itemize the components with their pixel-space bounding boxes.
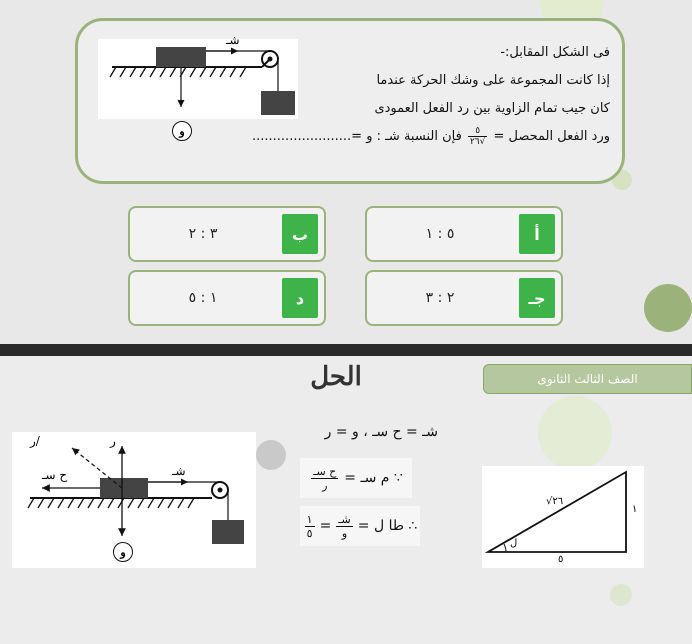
r-label: ر (110, 434, 116, 448)
decor-circle (538, 396, 612, 470)
eq2-numerator: ح سـ (313, 464, 337, 478)
option-d-value: ١ : ٥ (188, 290, 218, 306)
decor-circle (256, 440, 286, 470)
question-fraction (468, 126, 487, 147)
force-diagram (12, 432, 256, 568)
equation-3-fraction-2 (305, 513, 315, 540)
eq3-numerator-2: ١ (306, 512, 313, 526)
eq3-numerator-1: شـ (338, 512, 351, 526)
equals-sign: = (319, 518, 332, 534)
question-text (252, 39, 610, 151)
equation-2 (300, 458, 412, 498)
question-box (75, 18, 625, 184)
decor-circle (610, 584, 632, 606)
tension-label: شـ (172, 464, 186, 478)
weight-label-text: و (120, 545, 126, 559)
hypotenuse-label: √٢٦ (546, 496, 564, 507)
eq3-denominator-1: و (341, 526, 348, 540)
solution-title: الحل (310, 362, 362, 392)
fraction-denominator: √٢٦ (469, 137, 486, 147)
option-a[interactable] (365, 206, 563, 262)
equation-3-fraction-1 (336, 513, 352, 540)
opposite-label: ١ (632, 504, 638, 515)
fraction-numerator: ٥ (468, 126, 487, 137)
option-d-label: د (282, 278, 318, 318)
option-c-label: جـ (519, 278, 555, 318)
eq2-denominator: ر (322, 478, 328, 492)
right-triangle (482, 466, 644, 568)
adjacent-label: ٥ (558, 554, 564, 565)
question-line: فى الشكل المقابل:- (500, 45, 610, 60)
tension-label: شـ (226, 33, 240, 47)
grade-label: الصف الثالث الثانوى (483, 364, 692, 394)
question-last-start: ورد الفعل المحصل = (493, 129, 610, 144)
question-line-last (252, 123, 610, 151)
option-c[interactable] (365, 270, 563, 326)
slide-divider (0, 344, 692, 356)
equation-3-prefix: ∴ طا ل = (357, 518, 418, 534)
option-a-label: أ (519, 214, 555, 254)
equation-2-fraction (311, 465, 338, 492)
question-line: إذا كانت المجموعة على وشك الحركة عندما (376, 73, 610, 88)
friction-label: ح سـ (42, 468, 68, 482)
decor-circle (644, 284, 692, 332)
option-b[interactable] (128, 206, 326, 262)
option-d[interactable] (128, 270, 326, 326)
weight-circle (113, 542, 133, 562)
option-a-value: ٥ : ١ (425, 226, 455, 242)
r-prime-label: ر/ (30, 434, 40, 448)
option-b-label: ب (282, 214, 318, 254)
equation-3 (300, 506, 420, 546)
angle-label: ل (510, 538, 518, 549)
equation-1: شـ = ح سـ ، و = ر (324, 424, 438, 440)
eq3-denominator-2: ٥ (306, 526, 313, 540)
weight-label (172, 121, 192, 141)
solution-figure (12, 432, 256, 568)
question-line: كان جيب تمام الزاوية بين رد الفعل العمودى (374, 101, 610, 116)
equation-2-prefix: ∵ م سـ = (344, 470, 403, 486)
weight-label-text: و (179, 124, 185, 138)
option-c-value: ٢ : ٣ (425, 290, 455, 306)
question-last-end: فإن النسبة شـ : و =........................ (252, 129, 462, 144)
question-figure (98, 33, 298, 138)
option-b-value: ٣ : ٢ (188, 226, 218, 242)
pulley-diagram (98, 39, 298, 119)
triangle-figure (482, 466, 644, 568)
